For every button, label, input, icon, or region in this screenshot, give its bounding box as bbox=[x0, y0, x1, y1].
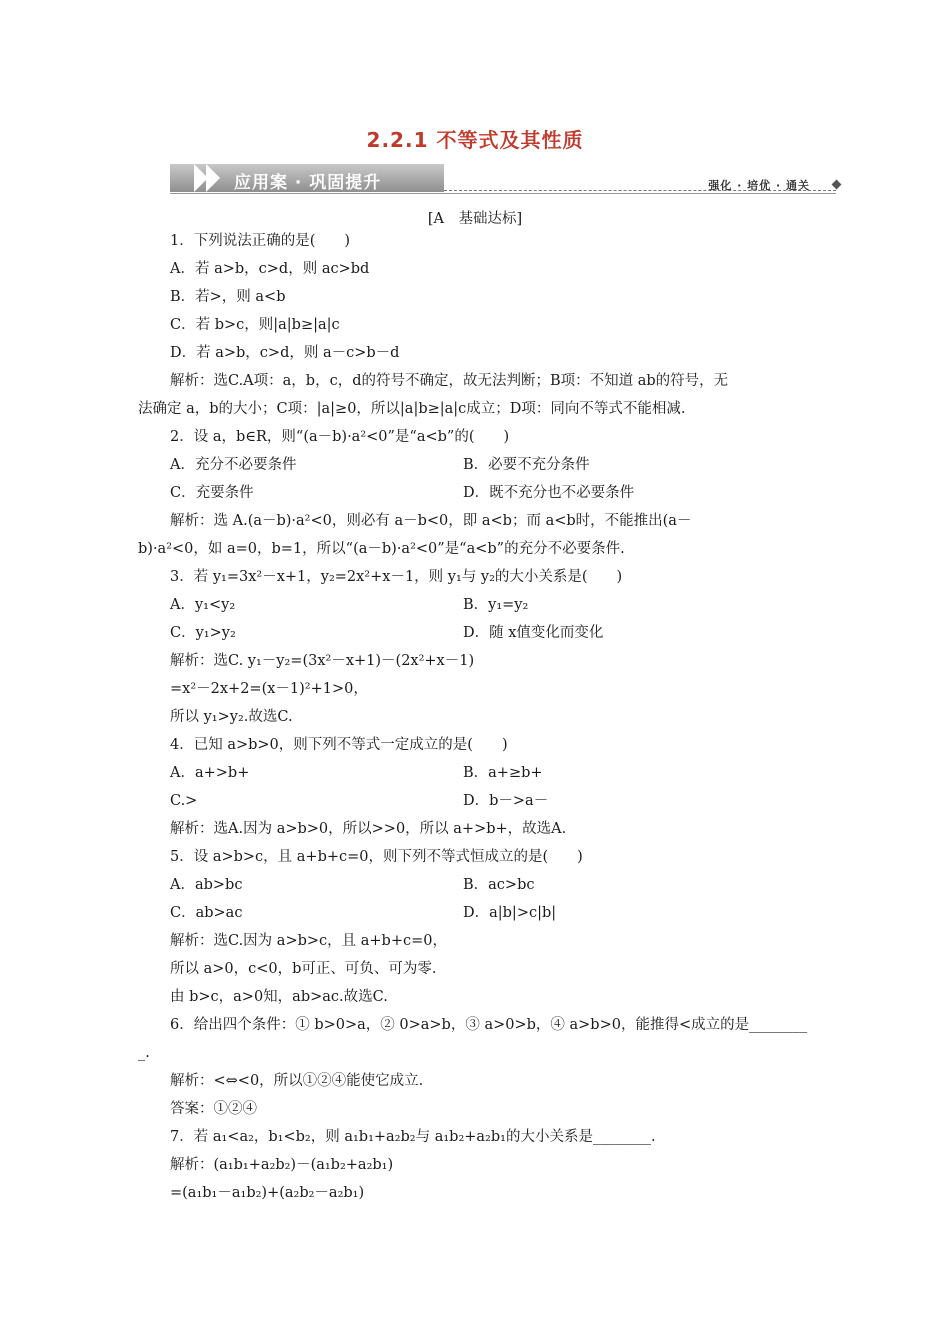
analysis-line: b)·a²<0，如 a=0，b=1，所以“(a－b)·a²<0”是“a<b”的充分不必要条件. bbox=[138, 541, 625, 557]
option-line: C．y₁>y₂ bbox=[170, 625, 236, 641]
option-line: D．b－>a－ bbox=[463, 793, 549, 809]
option-line: D．a|b|>c|b| bbox=[463, 905, 557, 921]
option-line: C.> bbox=[170, 793, 198, 809]
section-banner bbox=[170, 160, 842, 194]
option-line: A．a+>b+ bbox=[170, 765, 250, 781]
analysis-line: =(a₁b₁－a₁b₂)+(a₂b₂－a₂b₁) bbox=[170, 1185, 365, 1201]
analysis-line: 法确定 a，b的大小；C项：|a|≥0，所以|a|b≥|a|c成立；D项：同向不等式不能相减. bbox=[138, 401, 686, 417]
question-line: 2．设 a，b∈R，则“(a－b)·a²<0”是“a<b”的( ) bbox=[170, 429, 510, 445]
option-line: B．必要不充分条件 bbox=[463, 457, 590, 473]
analysis-line: 解析：选A.因为 a>b>0，所以>>0，所以 a+>b+，故选A. bbox=[170, 821, 567, 837]
analysis-line: =x²－2x+2=(x－1)²+1>0， bbox=[170, 681, 368, 697]
banner-tagline: 强化 · 培优 · 通关 bbox=[708, 179, 810, 192]
question-line: 1．下列说法正确的是( ) bbox=[170, 233, 351, 249]
option-line: A．若 a>b，c>d，则 ac>bd bbox=[170, 261, 370, 277]
banner-label: 应用案 · 巩固提升 bbox=[234, 173, 382, 193]
section-header: [A 基础达标] bbox=[427, 211, 523, 227]
analysis-line: 解析：(a₁b₁+a₂b₂)－(a₁b₂+a₂b₁) bbox=[170, 1157, 394, 1173]
question-line: _. bbox=[138, 1045, 150, 1061]
analysis-line: 解析：选C.因为 a>b>c，且 a+b+c=0， bbox=[170, 933, 447, 949]
analysis-line: 由 b>c，a>0知，ab>ac.故选C. bbox=[170, 989, 388, 1005]
question-line: 7．若 a₁<a₂，b₁<b₂，则 a₁b₁+a₂b₂与 a₁b₂+a₂b₁的大小关系是________. bbox=[170, 1129, 656, 1145]
question-line: 4．已知 a>b>0，则下列不等式一定成立的是( ) bbox=[170, 737, 508, 753]
analysis-line: 所以 a>0，c<0，b可正、可负、可为零. bbox=[170, 961, 437, 977]
chevron-right-icon bbox=[206, 164, 220, 192]
option-line: C．ab>ac bbox=[170, 905, 243, 921]
analysis-line: 解析：选C. y₁－y₂=(3x²－x+1)－(2x²+x－1) bbox=[170, 653, 475, 669]
question-line: 5．设 a>b>c，且 a+b+c=0，则下列不等式恒成立的是( ) bbox=[170, 849, 583, 865]
analysis-line: 解析：选 A.(a－b)·a²<0，则必有 a－b<0，即 a<b；而 a<b时，不能推出(a－ bbox=[170, 513, 692, 529]
option-line: D．若 a>b，c>d，则 a－c>b－d bbox=[170, 345, 400, 361]
diamond-icon bbox=[832, 180, 842, 190]
option-line: B．若>，则 a<b bbox=[170, 289, 286, 305]
option-line: A．充分不必要条件 bbox=[170, 457, 297, 473]
option-line: B．a+≥b+ bbox=[463, 765, 543, 781]
page-title: 2.2.1 不等式及其性质 bbox=[366, 128, 584, 152]
analysis-line: 解析：<⇔<0，所以①②④能使它成立. bbox=[170, 1073, 424, 1089]
option-line: D．随 x值变化而变化 bbox=[463, 625, 604, 641]
analysis-line: 解析：选C.A项：a，b，c，d的符号不确定，故无法判断；B项：不知道 ab的符号，无 bbox=[170, 373, 729, 389]
banner-underline bbox=[170, 193, 836, 194]
option-line: B．y₁=y₂ bbox=[463, 597, 529, 613]
option-line: C．充要条件 bbox=[170, 485, 254, 501]
question-line: 6．给出四个条件：① b>0>a，② 0>a>b，③ a>0>b，④ a>b>0，能推得<成立的是________ bbox=[170, 1017, 808, 1033]
option-line: A．y₁<y₂ bbox=[170, 597, 236, 613]
option-line: C．若 b>c，则|a|b≥|a|c bbox=[170, 317, 340, 333]
question-line: 3．若 y₁=3x²－x+1，y₂=2x²+x－1，则 y₁与 y₂的大小关系是( ) bbox=[170, 569, 623, 585]
option-line: D．既不充分也不必要条件 bbox=[463, 485, 635, 501]
option-line: B．ac>bc bbox=[463, 877, 535, 893]
option-line: A．ab>bc bbox=[170, 877, 243, 893]
answer-line: 答案：①②④ bbox=[170, 1101, 257, 1117]
analysis-line: 所以 y₁>y₂.故选C. bbox=[170, 709, 293, 725]
